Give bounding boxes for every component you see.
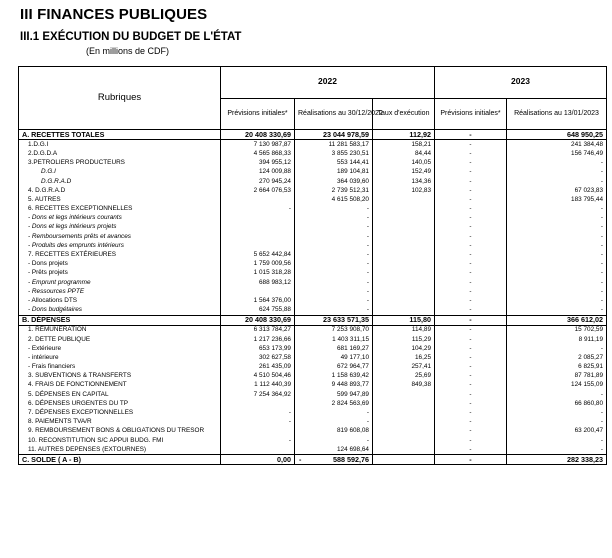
- cell-prev-2022: 270 945,24: [221, 177, 295, 186]
- cell-real-2022: 553 144,41: [295, 158, 373, 167]
- cell-prev-2023: -: [435, 158, 507, 167]
- cell-real-2023: -: [507, 296, 607, 305]
- table-row: [19, 399, 607, 408]
- cell-real-2023: 8 911,19: [507, 335, 607, 344]
- cell-prev-2022: 1 564 376,00: [221, 296, 295, 305]
- cell-real-2022: -: [295, 250, 373, 259]
- row-label: C. SOLDE ( A - B): [19, 455, 221, 465]
- row-label: 2. DETTE PUBLIQUE: [19, 335, 221, 344]
- row-label: - Dons projets: [19, 259, 221, 268]
- table-row: [19, 436, 607, 445]
- cell-real-2023: -: [507, 204, 607, 213]
- cell-taux: 102,83: [373, 186, 435, 195]
- cell-real-2022: -: [295, 223, 373, 232]
- cell-prev-2022: 7 254 364,92: [221, 390, 295, 399]
- cell-taux: 84,44: [373, 149, 435, 158]
- cell-taux: 257,41: [373, 362, 435, 371]
- table-row: [19, 417, 607, 426]
- row-label: - Frais financiers: [19, 362, 221, 371]
- cell-prev-2022: 124 009,88: [221, 168, 295, 177]
- row-label: - Dons et legs intérieurs courants: [19, 214, 221, 223]
- cell-prev-2022: 5 652 442,84: [221, 250, 295, 259]
- cell-taux: [373, 241, 435, 250]
- row-label: - Produits des emprunts intérieurs: [19, 241, 221, 250]
- cell-prev-2022: -: [221, 417, 295, 426]
- cell-real-2023: -: [507, 344, 607, 353]
- cell-prev-2022: [221, 241, 295, 250]
- cell-taux: [373, 278, 435, 287]
- cell-prev-2023: -: [435, 130, 507, 140]
- row-label: - Allocations DTS: [19, 296, 221, 305]
- table-row: [19, 296, 607, 305]
- cell-prev-2022: 4 565 868,33: [221, 149, 295, 158]
- cell-prev-2023: -: [435, 195, 507, 204]
- cell-real-2023: -: [507, 250, 607, 259]
- cell-prev-2023: -: [435, 436, 507, 445]
- cell-prev-2023: -: [435, 445, 507, 455]
- cell-real-2022: -: [295, 296, 373, 305]
- cell-taux: [373, 305, 435, 315]
- cell-real-2023: -: [507, 305, 607, 315]
- cell-real-2023: -: [507, 168, 607, 177]
- table-row: [19, 445, 607, 455]
- cell-taux: [373, 408, 435, 417]
- cell-prev-2022: 653 173,99: [221, 344, 295, 353]
- cell-real-2023: -: [507, 445, 607, 455]
- cell-real-2022: 1 403 311,15: [295, 335, 373, 344]
- budget-table: [18, 66, 607, 465]
- cell-real-2022: 23 044 978,59: [295, 130, 373, 140]
- table-row: [19, 335, 607, 344]
- cell-prev-2023: -: [435, 140, 507, 150]
- row-label: - Dons et legs intérieurs projets: [19, 223, 221, 232]
- cell-real-2022: 4 615 508,20: [295, 195, 373, 204]
- cell-taux: [373, 269, 435, 278]
- cell-prev-2022: [221, 232, 295, 241]
- row-label: 11. AUTRES DEPENSES (EXTOURNES): [19, 445, 221, 455]
- cell-prev-2023: -: [435, 344, 507, 353]
- cell-real-2023: 183 795,44: [507, 195, 607, 204]
- cell-real-2022: 364 039,60: [295, 177, 373, 186]
- cell-prev-2023: -: [435, 269, 507, 278]
- table-row: [19, 186, 607, 195]
- cell-taux: 16,25: [373, 353, 435, 362]
- year-2023-header: 2023: [435, 67, 607, 99]
- cell-taux: [373, 204, 435, 213]
- cell-taux: [373, 232, 435, 241]
- cell-real-2023: 66 860,80: [507, 399, 607, 408]
- cell-taux: [373, 214, 435, 223]
- cell-taux: [373, 223, 435, 232]
- cell-real-2022: 49 177,10: [295, 353, 373, 362]
- cell-prev-2022: 7 130 987,87: [221, 140, 295, 150]
- row-label: 4. D.G.R.A.D: [19, 186, 221, 195]
- cell-prev-2023: -: [435, 204, 507, 213]
- cell-taux: [373, 287, 435, 296]
- table-row: [19, 130, 607, 140]
- cell-real-2022: -: [295, 259, 373, 268]
- cell-real-2023: 63 200,47: [507, 427, 607, 436]
- row-label: - Remboursements prêts et avances: [19, 232, 221, 241]
- table-row: [19, 390, 607, 399]
- cell-prev-2023: -: [435, 296, 507, 305]
- table-row: [19, 372, 607, 381]
- table-row: [19, 325, 607, 335]
- cell-prev-2023: -: [435, 149, 507, 158]
- cell-real-2023: -: [507, 232, 607, 241]
- cell-real-2022: -: [295, 214, 373, 223]
- cell-real-2022: -: [295, 287, 373, 296]
- cell-prev-2022: 0,00: [221, 455, 295, 465]
- cell-real-2023: 366 612,02: [507, 315, 607, 325]
- row-label: 10. RECONSTITUTION S/C APPUI BUDG. FMI: [19, 436, 221, 445]
- cell-prev-2023: -: [435, 427, 507, 436]
- table-row: [19, 353, 607, 362]
- table-row: [19, 241, 607, 250]
- table-row: [19, 362, 607, 371]
- row-label: - Emprunt programme: [19, 278, 221, 287]
- table-row: [19, 408, 607, 417]
- row-label: 8. PAIEMENTS TVA/R: [19, 417, 221, 426]
- cell-prev-2023: -: [435, 305, 507, 315]
- cell-taux: 115,29: [373, 335, 435, 344]
- cell-prev-2023: -: [435, 325, 507, 335]
- row-label: 2.D.G.D.A: [19, 149, 221, 158]
- table-row: [19, 455, 607, 465]
- subsection-title: III.1 EXÉCUTION DU BUDGET DE L'ÉTAT: [20, 31, 242, 43]
- cell-prev-2023: -: [435, 278, 507, 287]
- cell-prev-2023: -: [435, 417, 507, 426]
- cell-real-2022: [295, 455, 373, 465]
- cell-taux: 158,21: [373, 140, 435, 150]
- cell-prev-2022: 688 983,12: [221, 278, 295, 287]
- cell-taux: 104,29: [373, 344, 435, 353]
- cell-real-2023: 282 338,23: [507, 455, 607, 465]
- cell-prev-2023: -: [435, 399, 507, 408]
- cell-prev-2023: -: [435, 353, 507, 362]
- cell-taux: [373, 445, 435, 455]
- cell-taux: 25,69: [373, 372, 435, 381]
- cell-real-2023: -: [507, 259, 607, 268]
- cell-prev-2023: -: [435, 223, 507, 232]
- cell-real-2022: 599 947,89: [295, 390, 373, 399]
- cell-taux: 152,49: [373, 168, 435, 177]
- table-row: [19, 195, 607, 204]
- row-label: D.G.I: [19, 168, 221, 177]
- cell-real-2023: -: [507, 269, 607, 278]
- cell-real-2022: -: [295, 232, 373, 241]
- table-row: [19, 214, 607, 223]
- cell-prev-2022: 1 015 318,28: [221, 269, 295, 278]
- cell-prev-2023: -: [435, 381, 507, 390]
- cell-real-2022: 2 739 512,31: [295, 186, 373, 195]
- cell-prev-2022: [221, 223, 295, 232]
- row-label: 5. AUTRES: [19, 195, 221, 204]
- units-note: (En millions de CDF): [86, 46, 170, 56]
- cell-prev-2022: -: [221, 436, 295, 445]
- row-label: 1.D.G.I: [19, 140, 221, 150]
- cell-real-2023: -: [507, 278, 607, 287]
- cell-real-2022: 9 448 893,77: [295, 381, 373, 390]
- cell-taux: 115,80: [373, 315, 435, 325]
- cell-prev-2023: -: [435, 335, 507, 344]
- cell-real-2022: 124 698,64: [295, 445, 373, 455]
- cell-real-2022: 3 855 230,51: [295, 149, 373, 158]
- table-row: [19, 223, 607, 232]
- cell-real-2023: -: [507, 390, 607, 399]
- table-row: [19, 140, 607, 150]
- row-label: - intérieure: [19, 353, 221, 362]
- row-label: 4. FRAIS DE FONCTIONNEMENT: [19, 381, 221, 390]
- year-2022-header: 2022: [221, 67, 435, 99]
- row-label: 3. SUBVENTIONS & TRANSFERTS: [19, 372, 221, 381]
- table-row: [19, 315, 607, 325]
- cell-taux: 112,92: [373, 130, 435, 140]
- cell-prev-2023: -: [435, 250, 507, 259]
- cell-real-2023: -: [507, 436, 607, 445]
- row-label: 3.PETROLIERS PRODUCTEURS: [19, 158, 221, 167]
- cell-prev-2022: [221, 399, 295, 408]
- cell-taux: [373, 195, 435, 204]
- cell-real-2023: 67 023,83: [507, 186, 607, 195]
- cell-prev-2022: 1 217 236,66: [221, 335, 295, 344]
- cell-real-2022: -: [295, 241, 373, 250]
- cell-real-2022: 1 158 639,42: [295, 372, 373, 381]
- cell-prev-2022: [221, 445, 295, 455]
- cell-prev-2022: 624 755,88: [221, 305, 295, 315]
- table-row: [19, 177, 607, 186]
- row-label: - Extérieure: [19, 344, 221, 353]
- cell-prev-2023: -: [435, 214, 507, 223]
- row-label: - Prêts projets: [19, 269, 221, 278]
- row-label: - Dons budgétaires: [19, 305, 221, 315]
- cell-taux: [373, 427, 435, 436]
- row-label: 6. RECETTES EXCEPTIONNELLES: [19, 204, 221, 213]
- row-label: 6. DÉPENSES URGENTES DU TP: [19, 399, 221, 408]
- col-taux: Taux d'exécution: [373, 98, 435, 130]
- cell-real-2022: 23 633 571,35: [295, 315, 373, 325]
- cell-taux: 140,05: [373, 158, 435, 167]
- table-row: [19, 287, 607, 296]
- col-prev-2022: Prévisions initiales*: [221, 98, 295, 130]
- col-real-2022: Réalisations au 30/12/2022: [295, 98, 373, 130]
- table-row: [19, 232, 607, 241]
- cell-real-2023: -: [507, 158, 607, 167]
- row-label: - Ressources PPTE: [19, 287, 221, 296]
- row-label: A. RECETTES TOTALES: [19, 130, 221, 140]
- cell-real-2023: 6 825,91: [507, 362, 607, 371]
- solde-value: 588 592,76: [333, 454, 369, 464]
- row-label: 1. RÉMUNERATION: [19, 325, 221, 335]
- cell-prev-2022: 1 759 009,56: [221, 259, 295, 268]
- cell-prev-2022: [221, 287, 295, 296]
- cell-prev-2022: 6 313 784,27: [221, 325, 295, 335]
- cell-prev-2023: -: [435, 372, 507, 381]
- cell-prev-2022: 261 435,09: [221, 362, 295, 371]
- cell-prev-2023: -: [435, 287, 507, 296]
- cell-real-2023: -: [507, 287, 607, 296]
- cell-prev-2023: -: [435, 186, 507, 195]
- cell-real-2023: 648 950,25: [507, 130, 607, 140]
- cell-real-2022: -: [295, 408, 373, 417]
- cell-real-2022: -: [295, 436, 373, 445]
- table-row: [19, 278, 607, 287]
- cell-prev-2022: 20 408 330,69: [221, 315, 295, 325]
- row-label: 7. RECETTES EXTÉRIEURES: [19, 250, 221, 259]
- cell-real-2022: -: [295, 269, 373, 278]
- cell-real-2022: 819 608,08: [295, 427, 373, 436]
- cell-prev-2022: -: [221, 204, 295, 213]
- cell-prev-2022: 2 664 076,53: [221, 186, 295, 195]
- cell-prev-2023: -: [435, 315, 507, 325]
- cell-prev-2022: [221, 214, 295, 223]
- cell-prev-2023: -: [435, 177, 507, 186]
- cell-taux: [373, 296, 435, 305]
- cell-taux: 134,36: [373, 177, 435, 186]
- rubriques-header: Rubriques: [19, 67, 221, 130]
- cell-prev-2022: [221, 195, 295, 204]
- cell-taux: [373, 259, 435, 268]
- cell-real-2023: -: [507, 177, 607, 186]
- table-row: [19, 168, 607, 177]
- cell-prev-2023: -: [435, 362, 507, 371]
- table-body: [19, 130, 607, 465]
- cell-prev-2023: -: [435, 455, 507, 465]
- cell-prev-2022: 4 510 504,46: [221, 372, 295, 381]
- table-row: [19, 250, 607, 259]
- row-label: 9. REMBOURSEMENT BONS & OBLIGATIONS DU TRESOR: [19, 427, 221, 436]
- cell-prev-2023: -: [435, 259, 507, 268]
- cell-real-2022: 2 824 563,69: [295, 399, 373, 408]
- cell-real-2023: 87 781,89: [507, 372, 607, 381]
- table-row: [19, 427, 607, 436]
- table-row: [19, 149, 607, 158]
- cell-real-2022: 681 169,27: [295, 344, 373, 353]
- cell-prev-2023: -: [435, 241, 507, 250]
- cell-prev-2022: 302 627,58: [221, 353, 295, 362]
- cell-prev-2023: -: [435, 390, 507, 399]
- row-label: 7. DÉPENSES EXCEPTIONNELLES: [19, 408, 221, 417]
- cell-taux: [373, 399, 435, 408]
- cell-real-2023: -: [507, 214, 607, 223]
- cell-prev-2022: [221, 427, 295, 436]
- cell-real-2022: -: [295, 305, 373, 315]
- cell-real-2023: -: [507, 408, 607, 417]
- cell-real-2023: 124 155,09: [507, 381, 607, 390]
- cell-taux: [373, 417, 435, 426]
- table-row: [19, 344, 607, 353]
- row-label: 5. DÉPENSES EN CAPITAL: [19, 390, 221, 399]
- solde-dash: -: [299, 454, 302, 464]
- cell-taux: [373, 436, 435, 445]
- cell-prev-2023: -: [435, 232, 507, 241]
- table-row: [19, 158, 607, 167]
- col-prev-2023: Prévisions initiales*: [435, 98, 507, 130]
- cell-prev-2023: -: [435, 408, 507, 417]
- cell-real-2023: 15 702,59: [507, 325, 607, 335]
- cell-real-2023: 241 384,48: [507, 140, 607, 150]
- cell-real-2023: -: [507, 417, 607, 426]
- col-real-2023: Réalisations au 13/01/2023: [507, 98, 607, 130]
- table-row: [19, 381, 607, 390]
- cell-real-2022: -: [295, 417, 373, 426]
- cell-real-2023: -: [507, 223, 607, 232]
- cell-real-2022: 11 281 583,17: [295, 140, 373, 150]
- row-label: D.G.R.A.D: [19, 177, 221, 186]
- cell-real-2022: 672 964,77: [295, 362, 373, 371]
- cell-real-2022: 7 253 908,70: [295, 325, 373, 335]
- table-row: [19, 269, 607, 278]
- row-label: B. DÉPENSES: [19, 315, 221, 325]
- section-title: III FINANCES PUBLIQUES: [20, 6, 208, 23]
- cell-real-2022: -: [295, 204, 373, 213]
- cell-prev-2022: 394 955,12: [221, 158, 295, 167]
- cell-taux: [373, 250, 435, 259]
- cell-taux: 849,38: [373, 381, 435, 390]
- cell-real-2023: 156 746,49: [507, 149, 607, 158]
- cell-prev-2022: 20 408 330,69: [221, 130, 295, 140]
- cell-taux: [373, 455, 435, 465]
- cell-real-2023: -: [507, 241, 607, 250]
- cell-prev-2023: -: [435, 168, 507, 177]
- cell-taux: 114,89: [373, 325, 435, 335]
- cell-prev-2022: 1 112 440,39: [221, 381, 295, 390]
- table-row: [19, 259, 607, 268]
- table-row: [19, 305, 607, 315]
- table-row: [19, 204, 607, 213]
- cell-taux: [373, 390, 435, 399]
- cell-prev-2022: -: [221, 408, 295, 417]
- cell-real-2023: 2 085,27: [507, 353, 607, 362]
- cell-real-2022: -: [295, 278, 373, 287]
- cell-real-2022: 189 104,81: [295, 168, 373, 177]
